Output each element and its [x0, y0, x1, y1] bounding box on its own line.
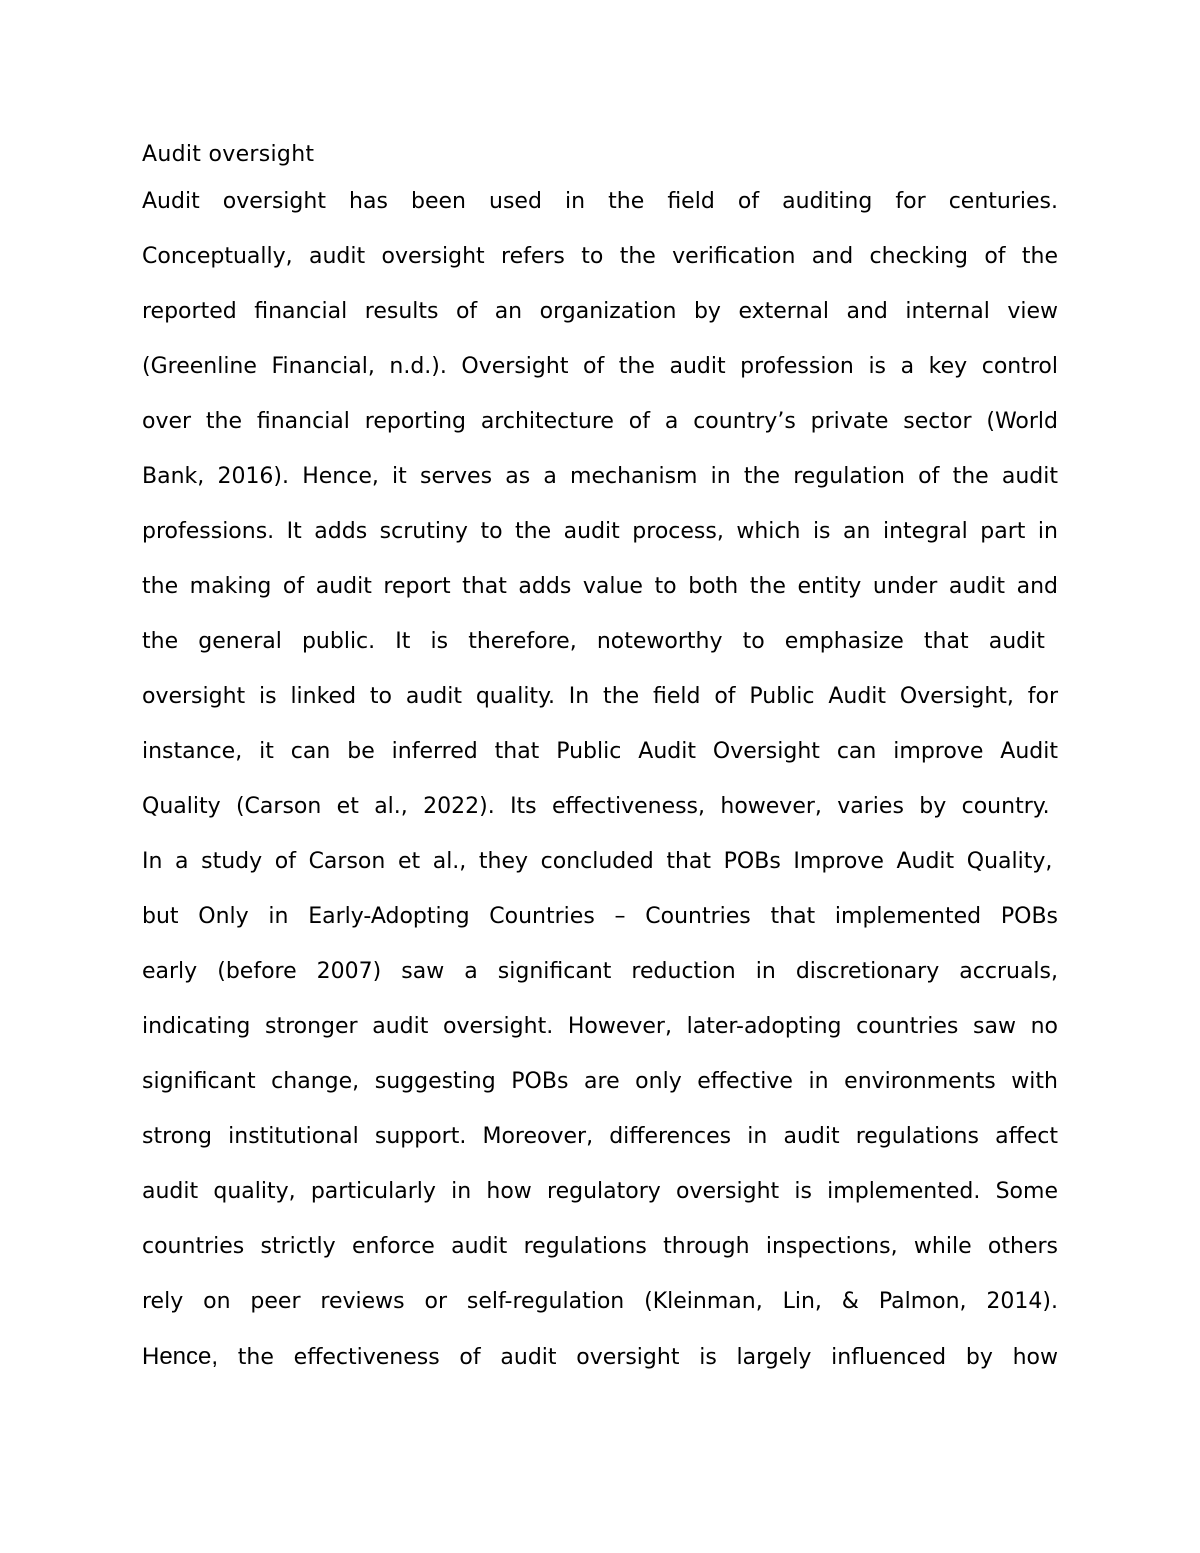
body-line-10: oversight is linked to audit quality. In the field of Public Audit Oversight, for — [142, 684, 1058, 709]
body-line-8: the making of audit report that adds value to both the entity under audit and — [142, 574, 1058, 599]
body-line-22-lead: Hence, — [142, 1343, 219, 1370]
body-line-13: In a study of Carson et al., they concluded that POBs Improve Audit Quality, — [142, 849, 1053, 874]
body-line-9: the general public. It is therefore, noteworthy to emphasize that audit — [142, 629, 1045, 654]
body-line-22-rest: the effectiveness of audit oversight is largely influenced by how — [218, 1345, 1058, 1370]
body-line-19: audit quality, particularly in how regulatory oversight is implemented. Some — [142, 1179, 1058, 1204]
body-line-4: (Greenline Financial, n.d.). Oversight of the audit profession is a key control — [142, 354, 1058, 379]
body-line-16: indicating stronger audit oversight. However, later-adopting countries saw no — [142, 1014, 1058, 1039]
body-line-14: but Only in Early-Adopting Countries – Countries that implemented POBs — [142, 904, 1058, 929]
document-body — [142, 187, 1058, 1397]
body-line-21: rely on peer reviews or self-regulation (Kleinman, Lin, & Palmon, 2014). — [142, 1289, 1058, 1314]
body-line-5: over the financial reporting architecture of a country’s private sector (World — [142, 409, 1058, 434]
body-line-22 — [142, 1342, 1058, 1397]
body-line-11: instance, it can be inferred that Public Audit Oversight can improve Audit — [142, 739, 1058, 764]
body-line-6: Bank, 2016). Hence, it serves as a mechanism in the regulation of the audit — [142, 464, 1058, 489]
body-line-15: early (before 2007) saw a significant reduction in discretionary accruals, — [142, 959, 1058, 984]
body-line-18: strong institutional support. Moreover, differences in audit regulations affect — [142, 1124, 1058, 1149]
body-line-2: Conceptually, audit oversight refers to the verification and checking of the — [142, 244, 1058, 269]
body-line-20: countries strictly enforce audit regulations through inspections, while others — [142, 1234, 1058, 1259]
body-line-7: professions. It adds scrutiny to the audit process, which is an integral part in — [142, 519, 1058, 544]
document-heading: Audit oversight — [142, 142, 315, 167]
body-line-3: reported financial results of an organization by external and internal view — [142, 299, 1058, 324]
body-line-17: significant change, suggesting POBs are only effective in environments with — [142, 1069, 1058, 1094]
body-line-12: Quality (Carson et al., 2022). Its effectiveness, however, varies by country. — [142, 794, 1050, 819]
body-line-1: Audit oversight has been used in the field of auditing for centuries. — [142, 189, 1058, 214]
